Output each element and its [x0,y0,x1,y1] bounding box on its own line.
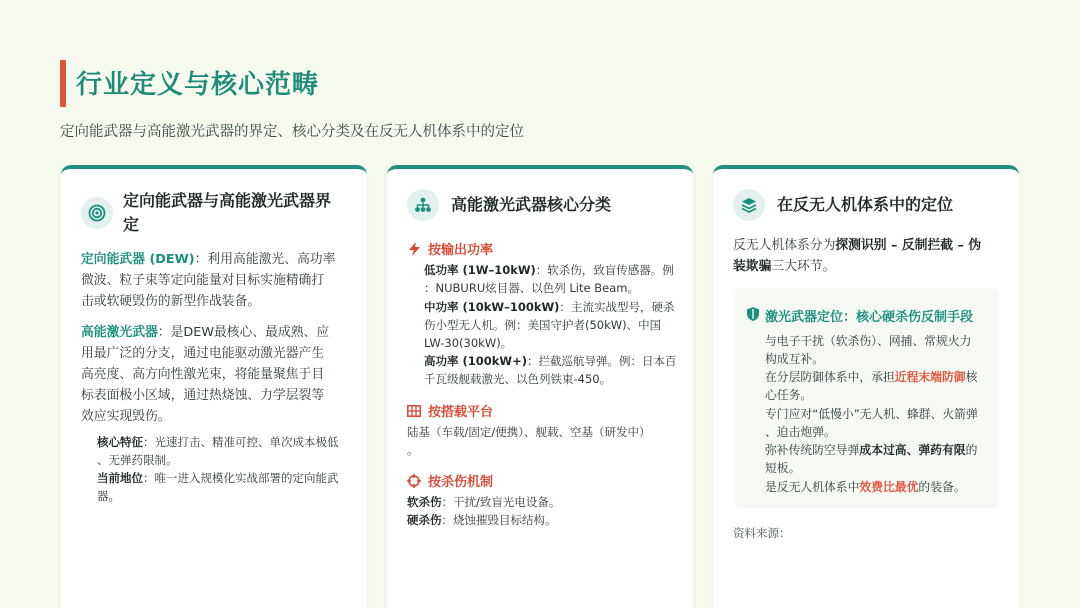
card-heading: 高能激光武器核心分类 [451,195,612,214]
page-title: 行业定义与核心范畴 [76,70,320,100]
hierarchy-icon [407,189,439,221]
list-item: 专门应对“低慢小”无人机、蜂群、火箭弹 、迫击炮弹。 [765,407,978,439]
positioning-box [735,288,999,508]
list-item: 是反无人机体系中效费比最优的装备。 [765,480,966,494]
core-features: 核心特征：光速打击、精准可控、单次成本极低 、无弹药限制。 [97,435,339,467]
source-note: 资料来源： [733,526,791,540]
target-icon [81,197,113,229]
hard-kill-item: 硬杀伤：烧蚀摧毁目标结构。 [407,513,557,527]
card-definition [61,165,367,608]
section-by-platform: 按搭载平台 [407,401,493,420]
hel-definition: 高能激光武器：是DEW最核心、最成熟、应 用最广泛的分支，通过电能驱动激光器产生 高亮度、高方向性激光束，将能量聚焦于目 标表面极小区域，通过热烧蚀、力学层裂等 效应实现毁伤。 [81,325,330,424]
card-classification [387,165,693,608]
positioning-box-title: 激光武器定位：核心硬杀伤反制手段 [747,306,973,325]
dew-definition: 定向能武器 (DEW)：利用高能激光、高功率 微波、粒子束等定向能量对目标实施精确打 击或软硬毁伤的新型作战装备。 [81,252,336,309]
anti-drone-intro: 反无人机体系分为探测识别 – 反制拦截 – 伪 装欺骗三大环节。 [733,238,982,274]
crosshair-icon [407,474,421,488]
soft-kill-item: 软杀伤：干扰/致盲光电设备。 [407,495,561,509]
card-heading: 在反无人机体系中的定位 [777,195,954,214]
page-subtitle: 定向能武器与高能激光武器的界定、核心分类及在反无人机体系中的定位 [60,124,524,140]
mid-power-item: 中功率 (10kW–100kW)：主流实战型号，硬杀 伤小型无人机。例：美国守护者(50kW)、中国 LW-30(30kW)。 [424,300,675,350]
section-by-mechanism: 按杀伤机制 [407,471,493,490]
card-heading: 定向能武器与高能激光武器界 定 [123,191,332,234]
lightning-icon [407,242,421,256]
list-item: 在分层防御体系中，承担近程末端防御核 心任务。 [765,370,978,402]
shield-icon [747,307,759,325]
list-item: 与电子干扰（软杀伤）、网捕、常规火力 构成互补。 [765,334,972,366]
platform-list: 陆基（车载/固定/便携）、舰载、空基（研发中） 。 [407,425,651,457]
layers-icon [733,189,765,221]
current-status: 当前地位：唯一进入规模化实战部署的定向能武 器。 [97,471,339,503]
low-power-item: 低功率 (1W–10kW)：软杀伤，致盲传感器。例 ：NUBURU炫目器、以色列 Lite Beam。 [424,263,674,295]
list-item: 弥补传统防空导弹成本过高、弹药有限的 短板。 [765,443,978,475]
grid-icon [407,404,421,418]
card-positioning [713,165,1019,608]
title-accent-bar [60,60,66,107]
high-power-item: 高功率 (100kW+)：拦截巡航导弹。例：日本百 千瓦级舰载激光、以色列铁束-450。 [424,354,677,386]
section-by-power: 按输出功率 [407,239,493,258]
